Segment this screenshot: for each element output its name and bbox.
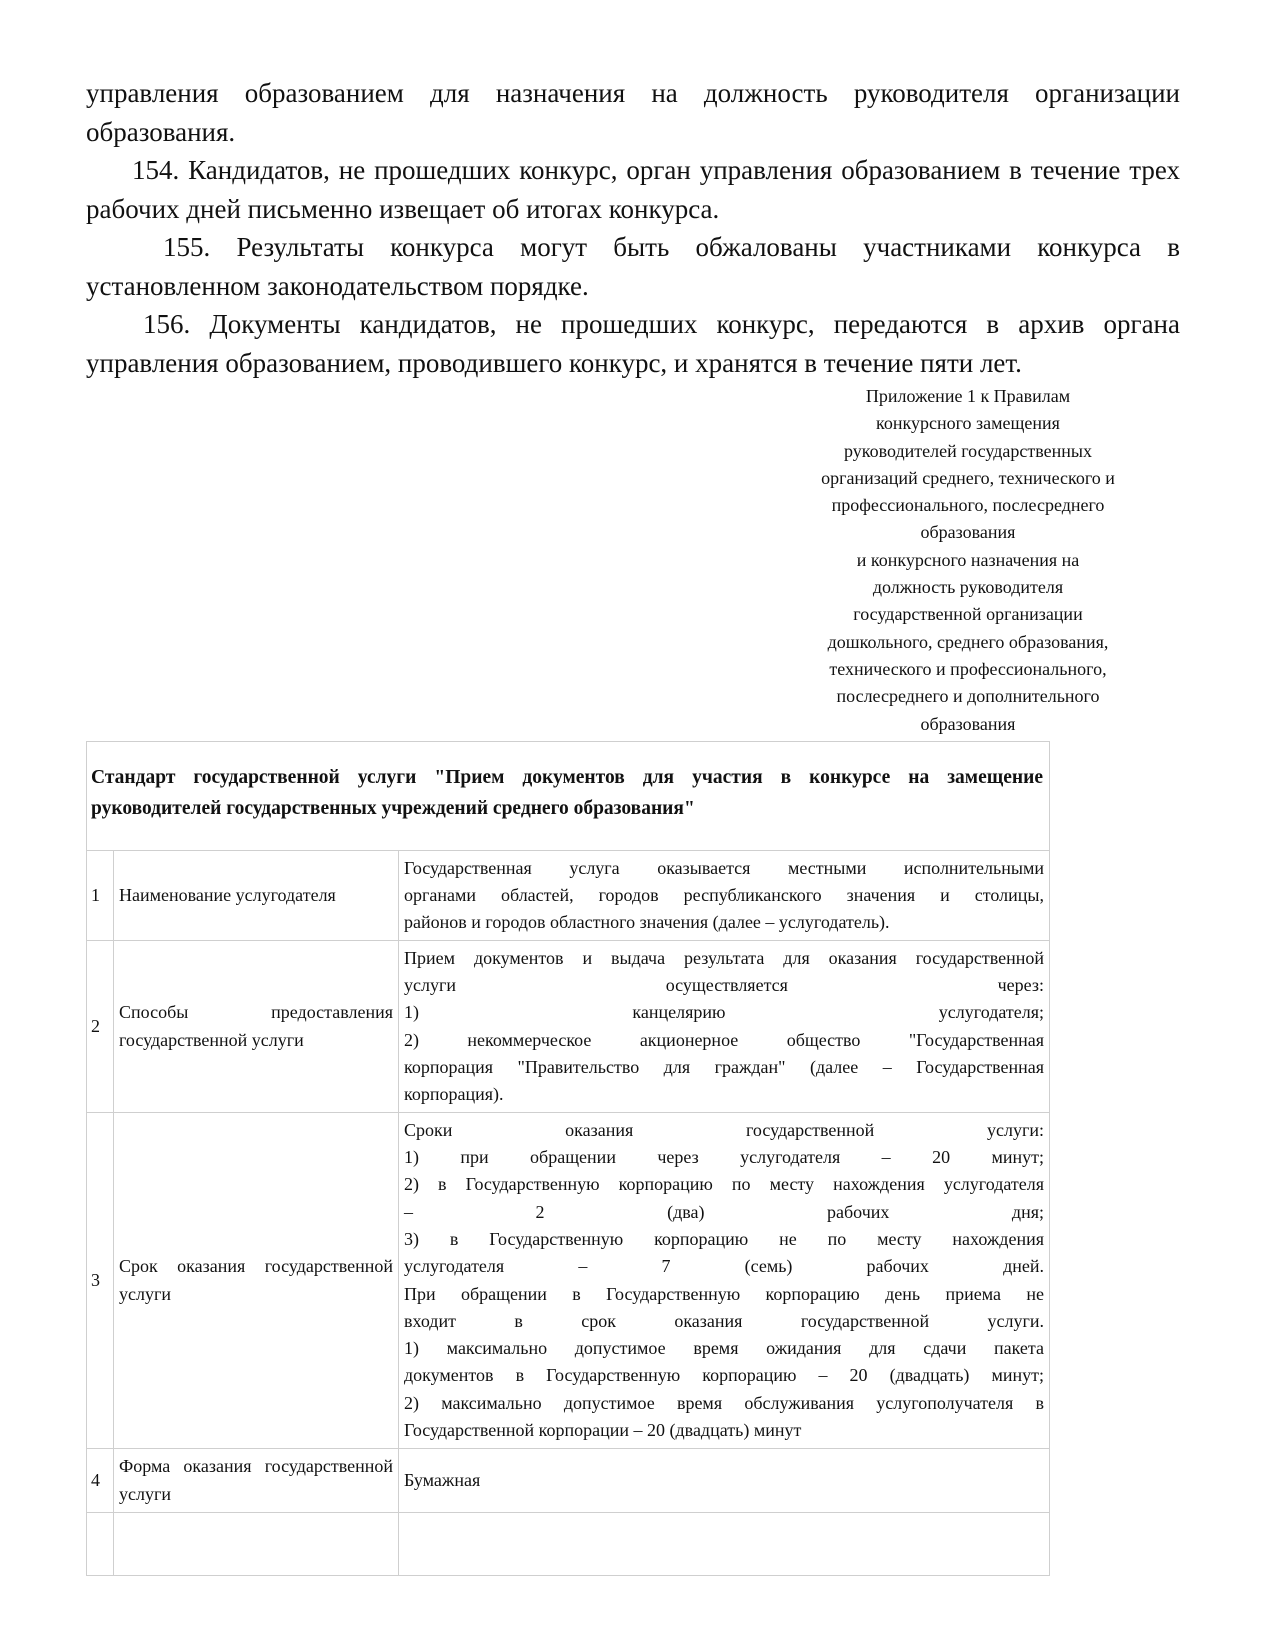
value-line: Бумажная bbox=[404, 1469, 481, 1490]
appendix-line: профессионального, послесреднего bbox=[831, 495, 1105, 516]
appendix-line: Приложение 1 к Правилам bbox=[865, 386, 1071, 406]
row-name bbox=[114, 1113, 399, 1449]
appendix-line: образования bbox=[920, 713, 1016, 734]
table-row-empty bbox=[87, 1513, 1050, 1576]
service-standard-table bbox=[86, 741, 1050, 1576]
value-line: входит в срок оказания государственной услуги. bbox=[404, 1310, 1044, 1331]
table-row bbox=[87, 941, 1050, 1113]
value-line: Сроки оказания государственной услуги: bbox=[404, 1119, 1044, 1140]
value-line: 2) максимально допустимое время обслуживания услугополучателя в bbox=[404, 1392, 1044, 1413]
value-line: услугодателя – 7 (семь) рабочих дней. bbox=[404, 1256, 1044, 1277]
value-line: – 2 (два) рабочих дня; bbox=[404, 1201, 1044, 1222]
appendix-line: и конкурсного назначения на bbox=[856, 549, 1080, 570]
row-name-text: Форма оказания государственной услуги bbox=[119, 1456, 393, 1504]
table-title-row bbox=[87, 742, 1050, 851]
appendix-line: руководителей государственных bbox=[844, 440, 1092, 461]
value-line: документов в Государственную корпорацию – 20 (двадцать) минут; bbox=[404, 1365, 1044, 1386]
paragraph-155: 155. Результаты конкурса могут быть обжалованы участниками конкурса в установленном законодательством порядке. bbox=[86, 232, 1180, 301]
value-line: корпорация "Правительство для граждан" (далее – Государственная bbox=[404, 1056, 1044, 1077]
appendix-line: организаций среднего, технического и bbox=[821, 467, 1115, 488]
value-line: корпорация). bbox=[404, 1084, 504, 1105]
value-line: 2) в Государственную корпорацию по месту нахождения услугодателя bbox=[404, 1174, 1044, 1195]
table-row bbox=[87, 1449, 1050, 1513]
value-line: Государственной корпорации – 20 (двадцать) минут bbox=[404, 1419, 802, 1440]
appendix-line: образования bbox=[920, 522, 1016, 543]
empty-cell bbox=[87, 1513, 114, 1576]
empty-cell bbox=[114, 1513, 399, 1576]
document-body bbox=[86, 74, 1180, 382]
row-value bbox=[399, 941, 1050, 1113]
value-line: органами областей, городов республиканского значения и столицы, bbox=[404, 884, 1044, 905]
row-number: 4 bbox=[87, 1449, 114, 1513]
paragraph-continuation: управления образованием для назначения на должность руководителя организации образования. bbox=[86, 78, 1180, 147]
appendix-line: послесреднего и дополнительного bbox=[836, 686, 1100, 707]
row-value bbox=[399, 1113, 1050, 1449]
appendix-line: дошкольного, среднего образования, bbox=[827, 631, 1109, 652]
value-line: 1) максимально допустимое время ожидания для сдачи пакета bbox=[404, 1338, 1044, 1359]
table-row bbox=[87, 851, 1050, 941]
appendix-line: технического и профессионального, bbox=[829, 658, 1107, 679]
value-line: районов и городов областного значения (далее – услугодатель). bbox=[404, 912, 890, 933]
row-number: 1 bbox=[87, 851, 114, 941]
value-line: 2) некоммерческое акционерное общество "Государственная bbox=[404, 1029, 1044, 1050]
row-value bbox=[399, 1449, 1050, 1513]
value-line: При обращении в Государственную корпорацию день приема не bbox=[404, 1283, 1044, 1304]
paragraph-154: 154. Кандидатов, не прошедших конкурс, орган управления образованием в течение трех рабочих дней письменно извещает об итогах конкурса. bbox=[86, 155, 1180, 224]
appendix-header bbox=[748, 383, 1188, 738]
value-line: Государственная услуга оказывается местными исполнительными bbox=[404, 857, 1044, 878]
row-name-text: Срок оказания государственной услуги bbox=[119, 1256, 393, 1304]
row-number: 2 bbox=[87, 941, 114, 1113]
paragraph-156: 156. Документы кандидатов, не прошедших конкурс, передаются в архив органа управления образованием, проводившего конкурс, и хранятся в течение пяти лет. bbox=[86, 309, 1180, 378]
row-name bbox=[114, 941, 399, 1113]
value-line: Прием документов и выдача результата для оказания государственной bbox=[404, 947, 1044, 968]
row-name-text: Способы предоставления государственной услуги bbox=[119, 1002, 393, 1050]
value-line: 1) при обращении через услугодателя – 20 минут; bbox=[404, 1147, 1044, 1168]
row-number: 3 bbox=[87, 1113, 114, 1449]
empty-cell bbox=[399, 1513, 1050, 1576]
table-row bbox=[87, 1113, 1050, 1449]
appendix-line: государственной организации bbox=[853, 604, 1083, 625]
value-line: услуги осуществляется через: bbox=[404, 974, 1044, 995]
appendix-line: должность руководителя bbox=[872, 577, 1064, 598]
appendix-line: конкурсного замещения bbox=[876, 413, 1060, 434]
row-name: Наименование услугодателя bbox=[114, 851, 399, 941]
row-value bbox=[399, 851, 1050, 941]
table-title: Стандарт государственной услуги "Прием документов для участия в конкурсе на замещение руководителей государственных учреждений среднего образования" bbox=[87, 742, 1050, 851]
row-name bbox=[114, 1449, 399, 1513]
value-line: 3) в Государственную корпорацию не по месту нахождения bbox=[404, 1228, 1044, 1249]
value-line: 1) канцелярию услугодателя; bbox=[404, 1002, 1044, 1023]
